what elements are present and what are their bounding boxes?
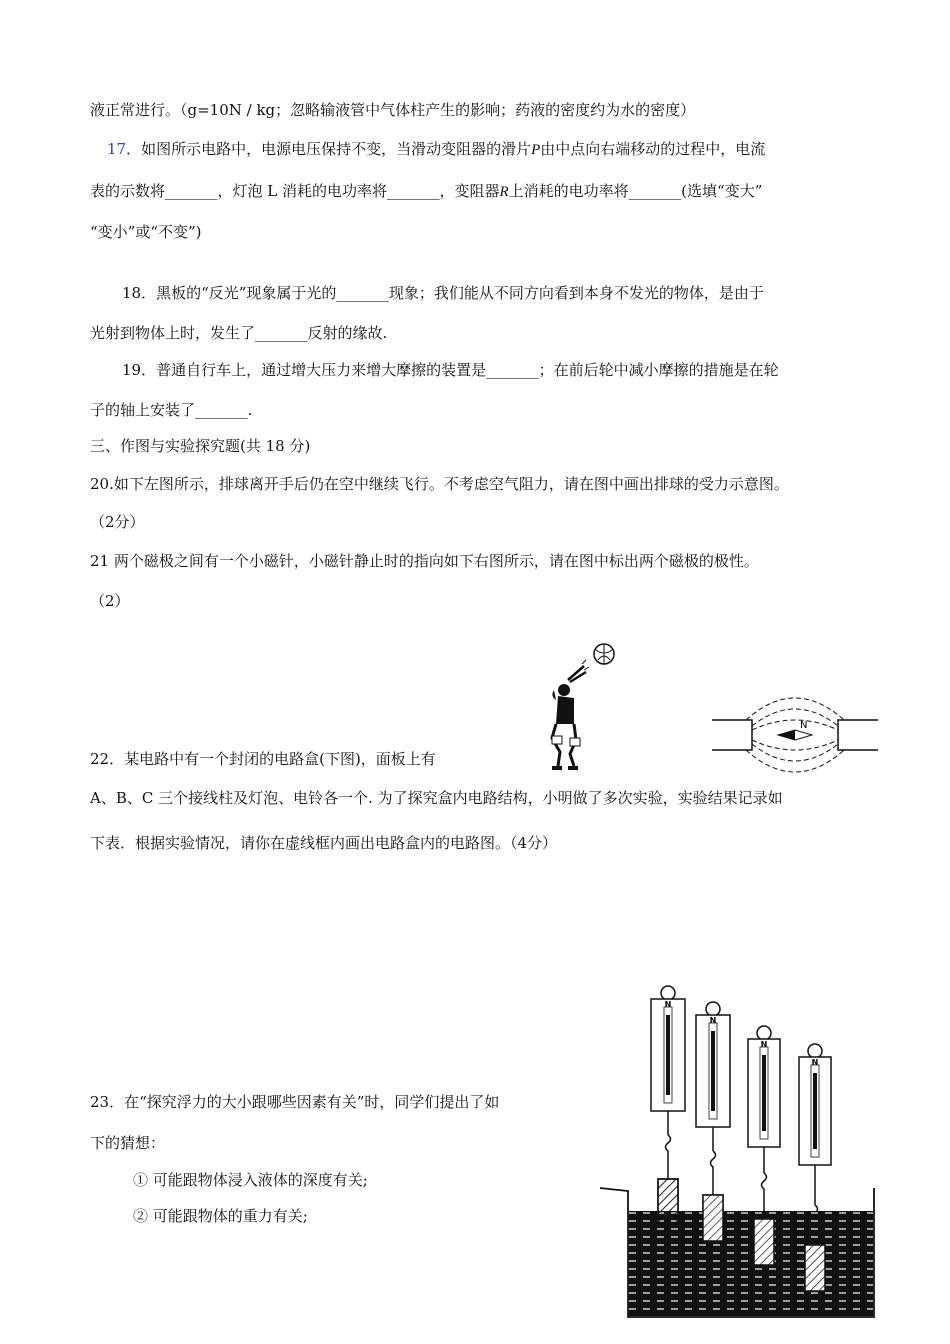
- volleyball-player-illustration: [540, 640, 620, 780]
- svg-text:N: N: [811, 1058, 819, 1067]
- question-22-line-2: A、B、C 三个接线柱及灯泡、电铃各一个. 为了探究盒内电路结构，小明做了多次实验，实验结果记录如: [90, 789, 783, 807]
- text-line-continuation: 液正常进行。（g=10N / kg；忽略输液管中气体柱产生的影响；药液的密度约为水的密度）: [90, 101, 696, 119]
- question-22-line-1: 22．某电路中有一个封闭的电路盒(下图)，面板上有: [90, 750, 436, 768]
- magnet-field-illustration: [710, 690, 880, 780]
- question-23-line-2: 下的猜想：: [90, 1134, 166, 1152]
- question-18-line-2: 光射到物体上时，发生了_______反射的缘故.: [90, 324, 388, 342]
- question-21-points: （2）: [90, 592, 130, 610]
- question-23-guess-1: ① 可能跟物体浸入液体的深度有关;: [133, 1171, 368, 1189]
- question-20-points: （2分）: [90, 513, 145, 531]
- needle-north-label: N: [800, 720, 808, 731]
- question-23-guess-2: ② 可能跟物体的重力有关;: [133, 1207, 308, 1225]
- svg-text:N: N: [760, 1040, 768, 1049]
- question-22-line-3: 下表．根据实验情况，请你在虚线框内画出电路盒内的电路图。（4分）: [90, 834, 558, 852]
- spring-balance-illustration: [598, 985, 890, 1325]
- question-17-line-1: 17．如图所示电路中，电源电压保持不变，当滑动变阻器的滑片P由中点向右端移动的过程中，电流: [107, 140, 766, 158]
- svg-text:N: N: [709, 1016, 717, 1025]
- section-3-heading: 三、作图与实验探究题(共 18 分): [90, 437, 311, 455]
- question-23-line-1: 23．在“探究浮力的大小跟哪些因素有关”时，同学们提出了如: [90, 1093, 500, 1111]
- svg-text:N: N: [664, 1000, 672, 1009]
- question-17-line-3: “变小”或“不变”): [90, 223, 202, 241]
- question-18-line-1: 18．黑板的“反光”现象属于光的_______现象；我们能从不同方向看到本身不发光的物体，是由于: [122, 284, 764, 302]
- question-20-line-1: 20.如下左图所示，排球离开手后仍在空中继续飞行。不考虑空气阻力，请在图中画出排球的受力示意图。: [90, 475, 789, 493]
- question-17-line-2: 表的示数将_______，灯泡 L 消耗的电功率将_______，变阻器R上消耗的电功率将_______(选填“变大”: [90, 182, 763, 200]
- question-19-line-2: 子的轴上安装了_______.: [90, 401, 253, 419]
- question-21-line-1: 21 两个磁极之间有一个小磁针，小磁针静止时的指向如下右图所示，请在图中标出两个磁极的极性。: [90, 552, 759, 570]
- question-19-line-1: 19．普通自行车上，通过增大压力来增大摩擦的装置是_______；在前后轮中减小摩擦的措施是在轮: [122, 361, 779, 379]
- question-17-number: 17: [107, 140, 127, 158]
